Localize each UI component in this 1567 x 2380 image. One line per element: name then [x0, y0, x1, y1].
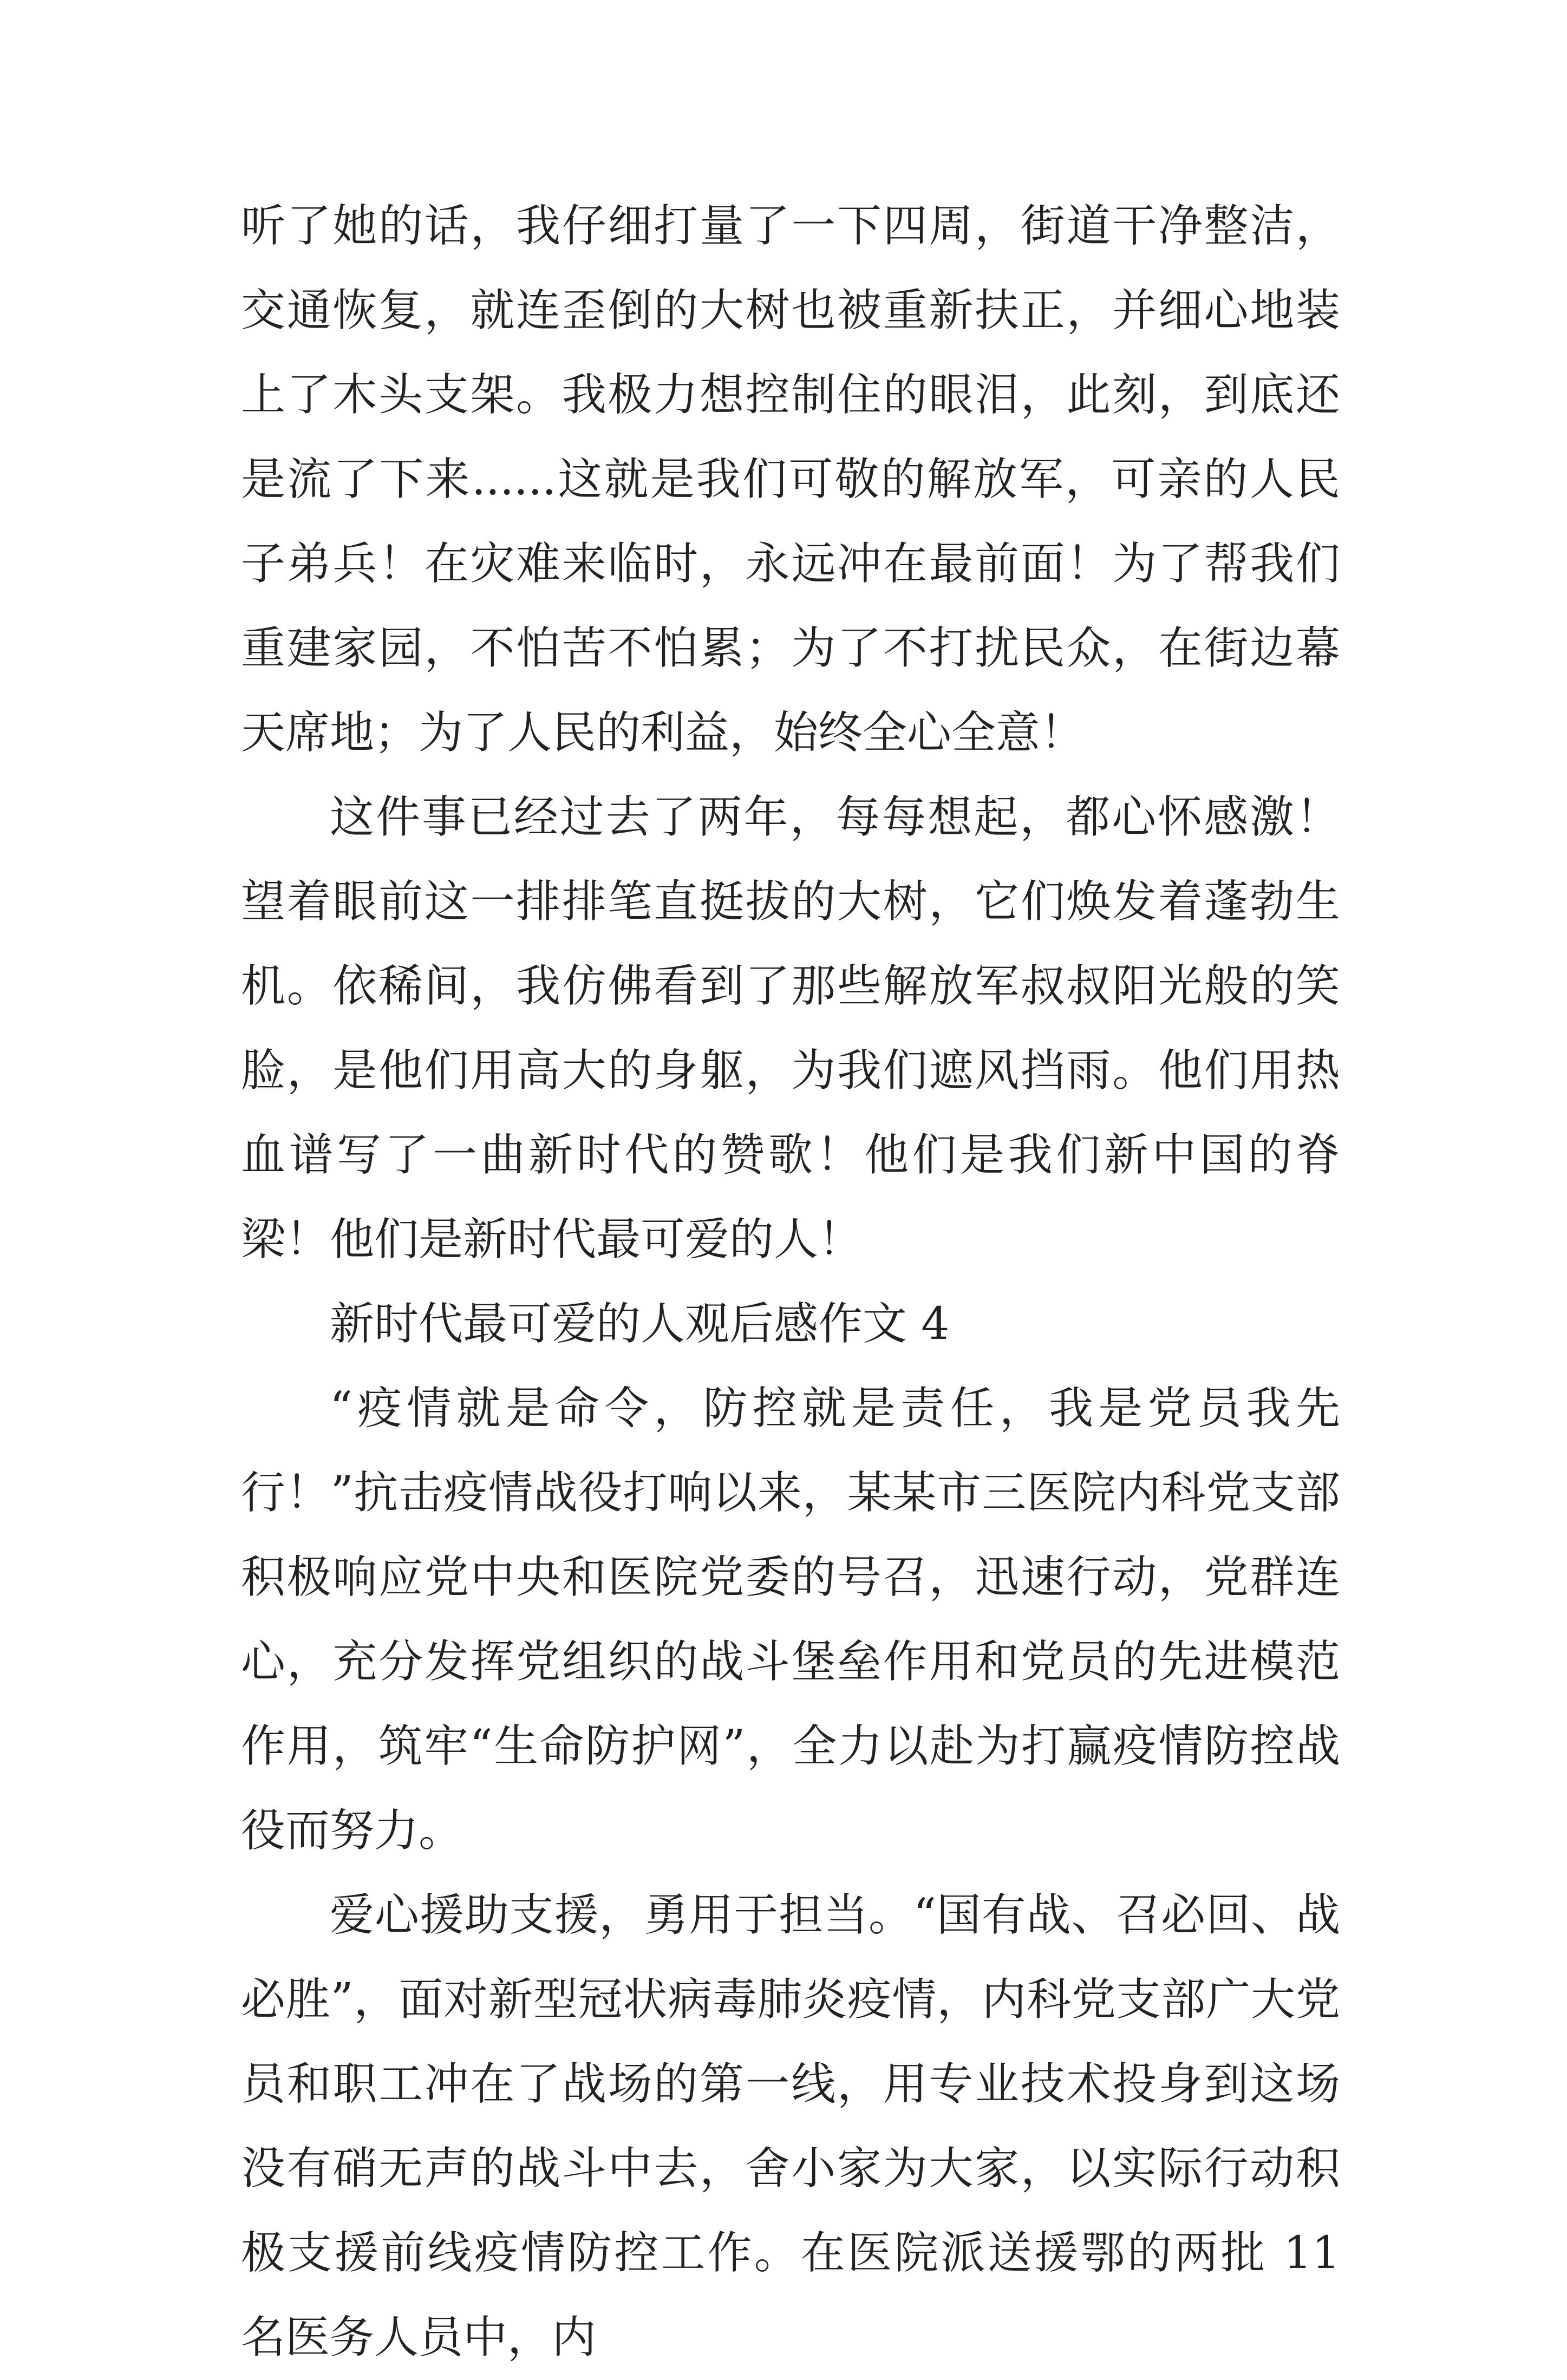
paragraph-2: 这件事已经过去了两年，每每想起，都心怀感激！望着眼前这一排排笔直挺拔的大树，它们焕发着蓬勃生机。依稀间，我仿佛看到了那些解放军叔叔阳光般的笑脸，是他们用高大的身躯，为我们遮风挡雨。他们用热血谱写了一曲新时代的赞歌！他们是我们新中国的脊梁！他们是新时代最可爱的人！ [241, 792, 1340, 1265]
paragraph-1: 听了她的话，我仔细打量了一下四周，街道干净整洁，交通恢复，就连歪倒的大树也被重新扶正，并细心地装上了木头支架。我极力想控制住的眼泪，此刻，到底还是流了下来......这就是我们可敬的解放军，可亲的人民子弟兵！在灾难来临时，永远冲在最前面！为了帮我们重建家园，不怕苦不怕累；为了不打扰民众，在街边幕天席地；为了人民的利益，始终全心全意！ [241, 200, 1340, 759]
paragraph-3: “疫情就是命令，防控就是责任，我是党员我先行！”抗击疫情战役打响以来，某某市三医院内科党支部积极响应党中央和医院党委的号召，迅速行动，党群连心，充分发挥党组织的战斗堡垒作用和党员的先进模范作用，筑牢“生命防护网”，全力以赴为打赢疫情防控战役而努力。 [241, 1383, 1340, 1856]
paragraph-4: 爱心援助支援，勇用于担当。“国有战、召必回、战必胜”，面对新型冠状病毒肺炎疫情，内科党支部广大党员和职工冲在了战场的第一线，用专业技术投身到这场没有硝无声的战斗中去，舍小家为大家，以实际行动积极支援前线疫情防控工作。在医院派送援鄂的两批 11 名医务人员中，内 [241, 1889, 1340, 2363]
document-body [241, 184, 1340, 2380]
section-heading: 新时代最可爱的人观后感作文 4 [330, 1298, 950, 1350]
